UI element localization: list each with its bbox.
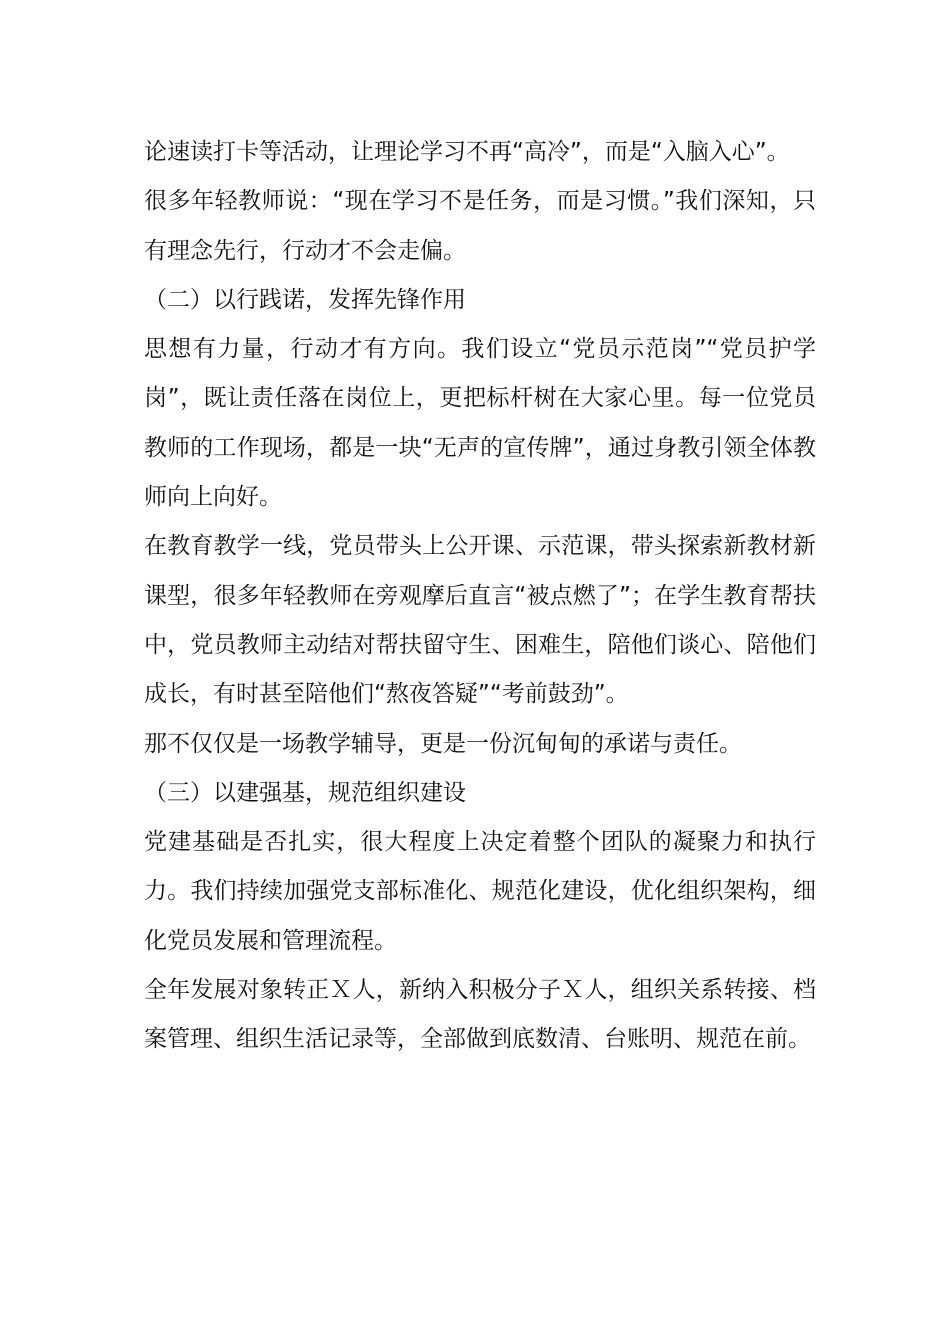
section-heading-3: （三）以建强基，规范组织建设: [144, 779, 466, 806]
paragraph-study-activities: 论速读打卡等活动，让理论学习不再“高冷”，而是“入脑入心”。: [144, 139, 790, 165]
paragraph-frontline-teaching: 在教育教学一线，党员带头上公开课、示范课，带头探索新教材新课型，很多年轻教师在旁观摩后直言“被点燃了”；在学生教育帮扶中，党员教师主动结对帮扶留守生、困难生，陪他们谈心、陪他们成长，有时甚至陪他们“熬夜答疑”“考前鼓劲”。: [144, 533, 816, 708]
paragraph-model-posts: 思想有力量，行动才有方向。我们设立“党员示范岗”“党员护学岗”，既让责任落在岗位上，更把标杆树在大家心里。每一位党员教师的工作现场，都是一块“无声的宣传牌”，通过身教引领全体教师向上向好。: [144, 336, 816, 511]
paragraph-annual-development: 全年发展对象转正Ｘ人，新纳入积极分子Ｘ人，组织关系转接、档案管理、组织生活记录等，全部做到底数清、台账明、规范在前。: [144, 977, 816, 1053]
paragraph-young-teachers-quote: 很多年轻教师说：“现在学习不是任务，而是习惯。”我们深知，只有理念先行，行动才不会走偏。: [144, 188, 816, 264]
section-heading-2: （二）以行践诺，发挥先锋作用: [144, 286, 466, 313]
paragraph-commitment: 那不仅仅是一场教学辅导，更是一份沉甸甸的承诺与责任。: [144, 730, 742, 757]
document-body: [144, 128, 816, 1065]
paragraph-party-foundation: 党建基础是否扎实，很大程度上决定着整个团队的凝聚力和执行力。我们持续加强党支部标准化、规范化建设，优化组织架构，细化党员发展和管理流程。: [144, 829, 816, 954]
